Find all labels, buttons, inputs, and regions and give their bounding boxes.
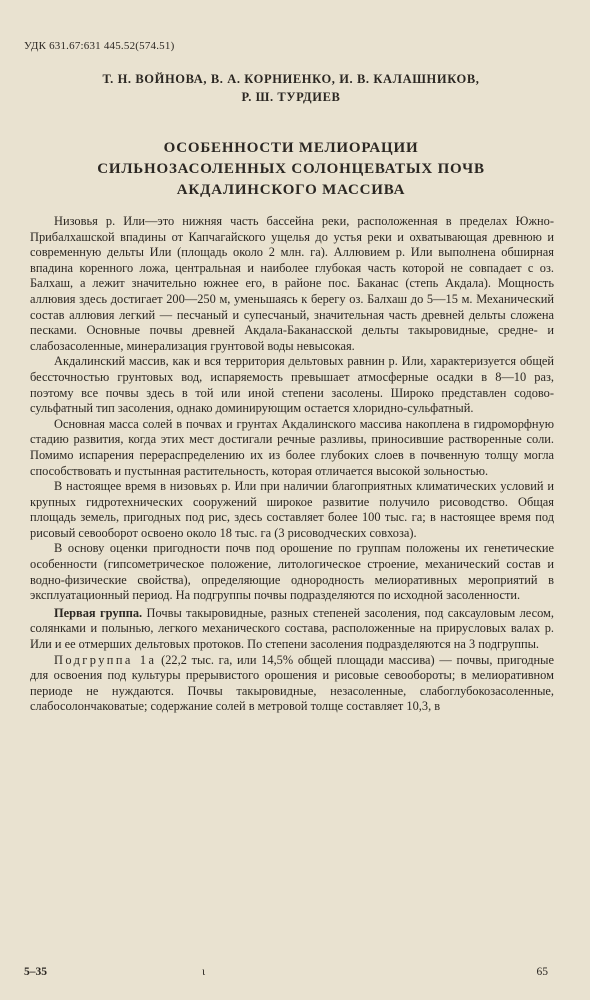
paragraph-1: Низовья р. Или—это нижняя часть бассейна реки, расположенная в пределах Южно-Прибалхашской впадины от Капчагайского ущелья до устья реки и охватывающая древнюю и современную дельты Или (площадь около 2 млн. га). Аллювием р. Или выполнена обширная впадина коренного ложа, центральная и наиболее глубокая часть которой не совпадает с оз. Балхаш, а лежит значительно южнее его, в районе пос. Баканас (степь Акдала). Мощность аллювия здесь достигает 200—250 м, уменьшаясь к берегу оз. Балхаш до 5—15 м. Механический состав аллювия легкий — песчаный и супесчаный, значительная часть древней дельты сложена песками. Основные почвы древней Акдала-Баканасской дельты такыровидные, средне- и слабозасоленные, минерализация грунтовой воды невысокая. <box>30 214 554 353</box>
article-title <box>28 138 554 201</box>
first-group-heading: Первая группа. <box>54 605 143 620</box>
paragraph-2: Акдалинский массив, как и вся территория дельтовых равнин р. Или, характеризуется общей бессточностью грунтовых вод, испаряемость превышает атмосферные осадки в 8—10 раз, поэтому все почвы здесь в той или иной степени засолены. Широко представлен содово-сульфатный тип засоления, однако доминирующим остается хлоридно-сульфатный. <box>30 354 554 416</box>
authors-line-1: Т. Н. ВОЙНОВА, В. А. КОРНИЕНКО, И. В. КАЛАШНИКОВ, <box>102 72 480 86</box>
authors <box>28 70 554 106</box>
authors-line-2: Р. Ш. ТУРДИЕВ <box>241 90 341 104</box>
udc-code: УДК 631.67:631 445.52(574.51) <box>24 40 175 52</box>
title-line-2: СИЛЬНОЗАСОЛЕННЫХ СОЛОНЦЕВАТЫХ ПОЧВ <box>97 161 485 177</box>
subgroup-1a-heading: Подгруппа 1а <box>54 652 157 667</box>
paragraph-6 <box>30 606 554 653</box>
title-line-1: ОСОБЕННОСТИ МЕЛИОРАЦИИ <box>163 140 419 156</box>
page-number: 65 <box>536 966 548 978</box>
paragraph-6-text: Почвы такыровидные, разных степеней засоления, под саксауловым лесом, солянками и полынью, легкого механического состава, расположенные на прирусловых валах р. Или и ее отмерших дельтовых протоков. По степени засоления подразделяются на 3 подгруппы. <box>30 605 554 652</box>
paragraph-3: Основная масса солей в почвах и грунтах Акдалинского массива накоплена в гидроморфную стадию развития, когда этих мест достигали речные разливы, приносившие растворенные соли. Помимо испарения перераспределению их из более глубоких слоев в почвенную толщу могла способствовать и пустынная растительность, которая отличается высокой зольностью. <box>30 416 554 478</box>
paragraph-4: В настоящее время в низовьях р. Или при наличии благоприятных климатических условий и крупных гидротехнических сооружений широкое развитие получило рисоводство. Общая площадь земель, пригодных под рис, здесь составляет более 100 тыс. га; в настоящее время под рисовый севооборот освоено около 18 тыс. га (3 рисоводческих совхоза). <box>30 479 554 540</box>
paragraph-5: В основу оценки пригодности почв под орошение по группам положены их генетические особенности (гипсометрическое положение, литологическое строение, механический состав и водно-физические свойства), определяющие однородность мелиоративных мероприятий в эксплуатационный период. На подгруппы почвы подразделяются по исходной засоленности. <box>30 541 554 603</box>
printer-signature: 5–35 <box>24 966 47 978</box>
paragraph-7-text: (22,2 тыс. га, или 14,5% общей площади массива) — почвы, пригодные для освоения под культуры прерывистого орошения и рисовые севообороты; в мелиоративном периоде не нуждаются. Почвы такыровидные, незасоленные, слабоглубокозасоленные, слабосолончаковатые; содержание солей в метровой толще составляет 10,3, в <box>30 652 554 714</box>
paragraph-7 <box>30 653 554 715</box>
title-line-3: АКДАЛИНСКОГО МАССИВА <box>176 182 406 198</box>
footer-mark: ι <box>202 966 206 978</box>
article-body <box>30 214 554 715</box>
